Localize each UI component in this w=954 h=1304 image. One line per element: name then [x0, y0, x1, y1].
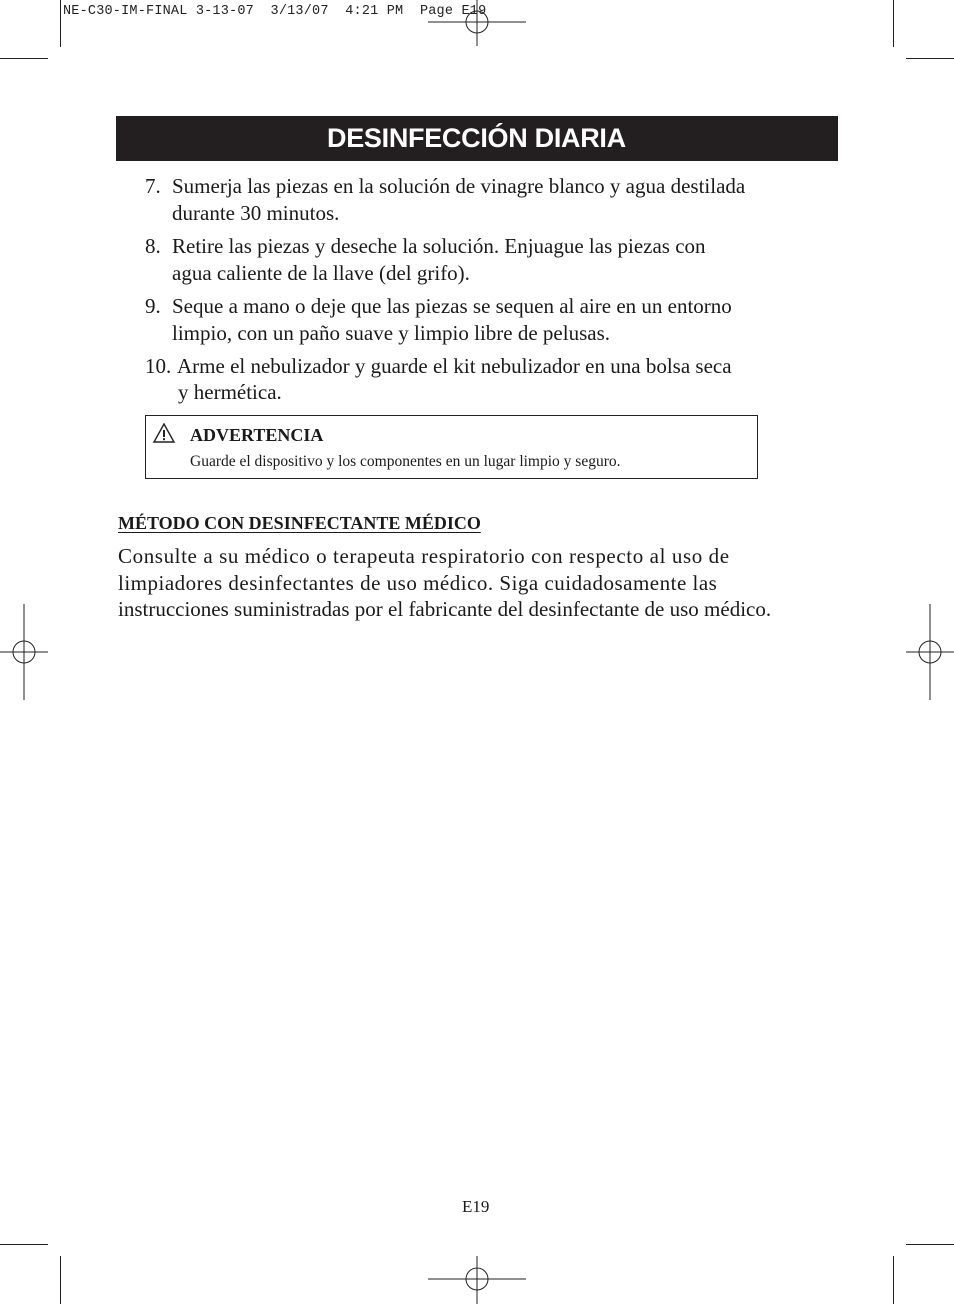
- warning-box: [145, 415, 758, 479]
- registration-mark-right: [906, 604, 954, 700]
- step-text: limpio, con un paño suave y limpio libre de pelusas.: [172, 321, 611, 345]
- step-text: durante 30 minutos.: [172, 201, 340, 225]
- warning-text: Guarde el dispositivo y los componentes en un lugar limpio y seguro.: [190, 453, 621, 470]
- registration-mark-bottom: [428, 1256, 526, 1304]
- step-text: Sumerja las piezas en la solución de vinagre blanco y agua destilada: [172, 174, 746, 198]
- step-text: Retire las piezas y deseche la solución. Enjuague las piezas con: [172, 234, 706, 258]
- paragraph-line: limpiadores desinfectantes de uso médico. Siga cuidadosamente las: [118, 570, 718, 595]
- paragraph-line: instrucciones suministradas por el fabricante del desinfectante de uso médico.: [118, 597, 772, 621]
- section-title-bar: [116, 116, 838, 161]
- section-heading: MÉTODO CON DESINFECTANTE MÉDICO: [118, 513, 481, 533]
- step-text: agua caliente de la llave (del grifo).: [172, 261, 470, 285]
- step-number: 9.: [145, 294, 161, 318]
- page-number: E19: [462, 1197, 490, 1216]
- warning-triangle-icon: [153, 423, 175, 443]
- section-paragraph: [118, 543, 771, 623]
- warning-title: ADVERTENCIA: [190, 425, 324, 445]
- step-number: 10.: [145, 354, 172, 378]
- step-text: y hermética.: [178, 380, 282, 404]
- print-slug-line: NE-C30-IM-FINAL 3-13-07 3/13/07 4:21 PM Page E19: [63, 4, 487, 19]
- paragraph-line: Consulte a su médico o terapeuta respiratorio con respecto al uso de: [118, 544, 730, 568]
- step-text: Arme el nebulizador y guarde el kit nebulizador en una bolsa seca: [177, 354, 732, 378]
- step-text: Seque a mano o deje que las piezas se sequen al aire en un entorno: [172, 294, 732, 318]
- step-number: 7.: [145, 174, 161, 198]
- registration-mark-left: [0, 604, 48, 700]
- step-number: 8.: [145, 234, 161, 258]
- registration-mark-top: [428, 0, 526, 48]
- page-title: DESINFECCIÓN DIARIA: [327, 123, 626, 153]
